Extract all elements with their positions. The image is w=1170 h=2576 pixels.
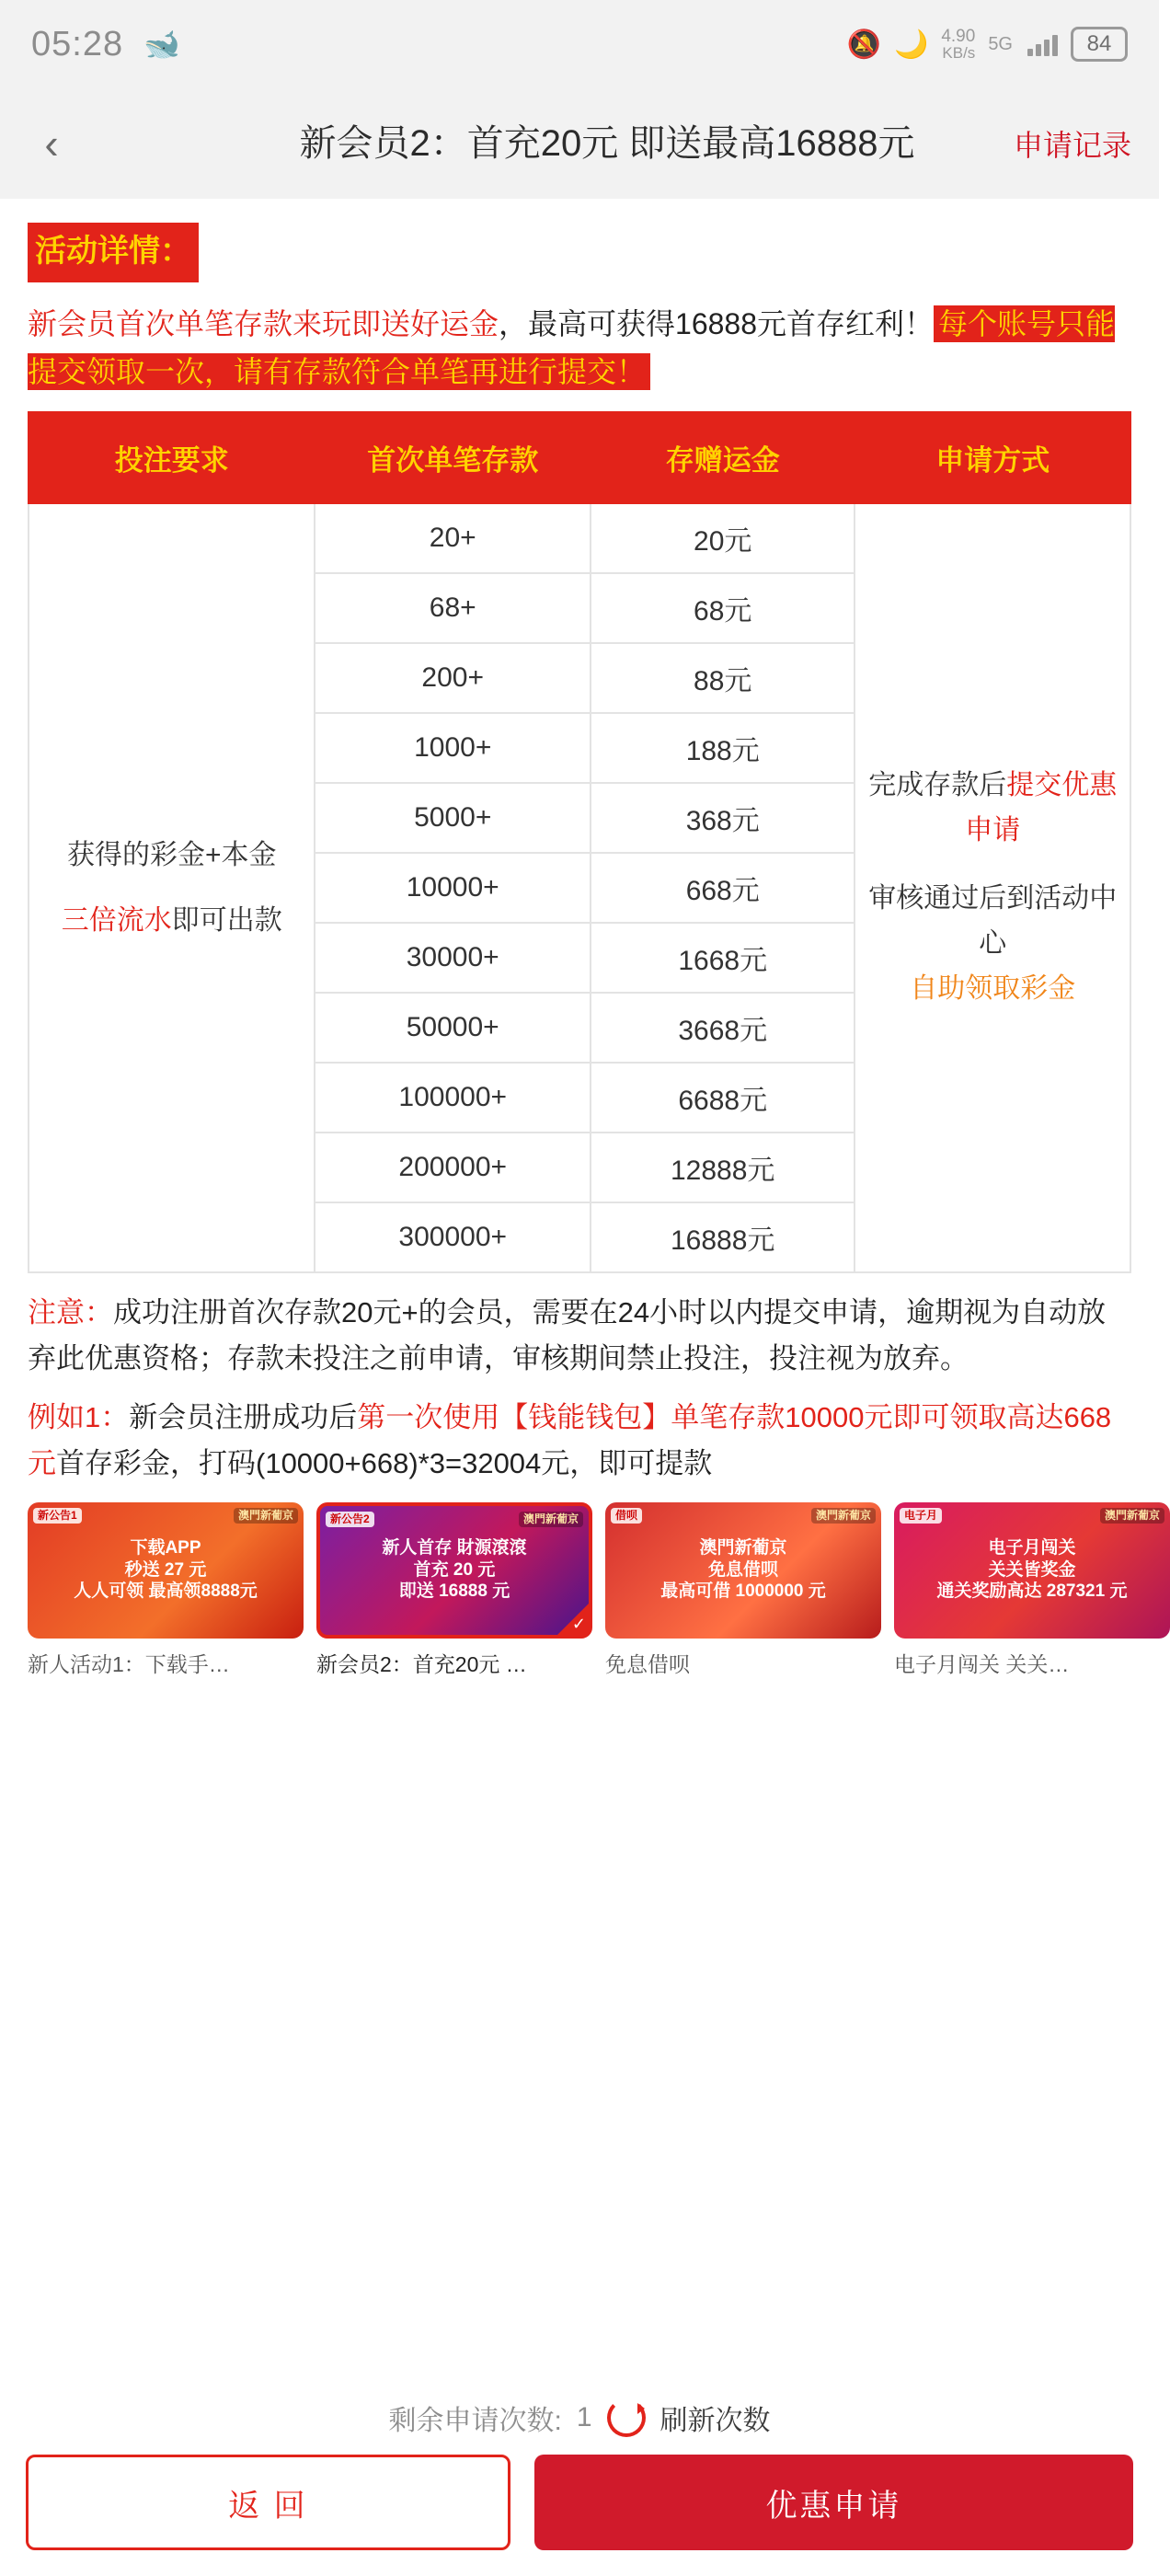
signal-bars-icon xyxy=(1027,32,1058,56)
banner-tag-left: 电子月 xyxy=(900,1508,942,1524)
requirement-line1: 获得的彩金+本金 xyxy=(66,839,277,870)
app-header xyxy=(0,88,1159,199)
bonus-cell: 20元 xyxy=(591,503,855,573)
status-right-icons xyxy=(847,27,1128,62)
deposit-cell: 5000+ xyxy=(315,783,591,853)
table-header-cell: 首次单笔存款 xyxy=(315,412,591,503)
list-item[interactable] xyxy=(894,1502,1170,1678)
requirement-line2-black: 即可出款 xyxy=(171,904,282,936)
apply-method-line2: 审核通过后到活动中心 xyxy=(868,883,1118,960)
network-type-label: 5G xyxy=(988,33,1013,54)
page-title: 新会员2：首充20元 即送最高16888元 xyxy=(299,123,915,164)
table-row xyxy=(29,503,1130,573)
apply-method-line3: 自助领取彩金 xyxy=(910,972,1076,1004)
banner-image-text: 电子月闯关 关关皆奖金 通关奖励高达 287321 元 xyxy=(936,1537,1128,1602)
banner-tag-right: 澳門新葡京 xyxy=(1100,1508,1164,1524)
bet-requirement-cell xyxy=(29,503,315,1272)
details-line1-red: 新会员首次单笔存款来玩即送好运金 xyxy=(28,307,499,341)
check-icon: ✓ xyxy=(571,1615,586,1634)
back-button[interactable]: 返 回 xyxy=(26,2455,510,2550)
deposit-cell: 200+ xyxy=(315,643,591,713)
banner-tag-right: 澳門新葡京 xyxy=(811,1508,876,1524)
deposit-cell: 1000+ xyxy=(315,713,591,783)
bonus-cell: 3668元 xyxy=(591,993,855,1063)
banner-caption: 新人活动1：下载手… xyxy=(28,1651,230,1676)
apply-promotion-button[interactable]: 优惠申请 xyxy=(534,2455,1133,2550)
promo-table xyxy=(28,411,1131,1273)
banner-tag-right: 澳門新葡京 xyxy=(234,1508,298,1524)
activity-details-title: 活动详情： xyxy=(28,223,199,282)
banner-image-text: 澳門新葡京 免息借呗 最高可借 1000000 元 xyxy=(660,1537,826,1602)
remaining-applications-row xyxy=(26,2377,1133,2455)
bonus-cell: 16888元 xyxy=(591,1202,855,1272)
list-item[interactable] xyxy=(605,1502,881,1678)
bonus-cell: 88元 xyxy=(591,643,855,713)
deposit-cell: 200000+ xyxy=(315,1133,591,1202)
activity-details-text xyxy=(28,301,1131,397)
example-text xyxy=(28,1395,1131,1487)
network-speed xyxy=(941,28,975,61)
chevron-left-icon[interactable]: ‹ xyxy=(44,120,59,167)
notice-body: 成功注册首次存款20元+的会员，需要在24小时以内提交申请，逾期视为自动放弃此优惠资格；存款未投注之前申请，审核期间禁止投注，投注视为放弃。 xyxy=(28,1295,1107,1374)
deposit-cell: 68+ xyxy=(315,573,591,643)
refresh-icon[interactable] xyxy=(607,2398,646,2437)
network-speed-value: 4.90 xyxy=(941,27,976,46)
banner-tag-left: 借呗 xyxy=(611,1508,642,1524)
deposit-cell: 50000+ xyxy=(315,993,591,1063)
deposit-cell: 10000+ xyxy=(315,853,591,923)
requirement-line2 xyxy=(33,900,310,941)
apply-method-line1-black: 完成存款后 xyxy=(868,770,1007,801)
banner-thumbnail[interactable] xyxy=(316,1502,592,1639)
notice-label: 注意： xyxy=(28,1295,113,1328)
remaining-label: 剩余申请次数: xyxy=(388,2406,562,2436)
notice-text xyxy=(28,1290,1131,1382)
promo-banner-list[interactable] xyxy=(28,1488,1160,1682)
bonus-cell: 668元 xyxy=(591,853,855,923)
deposit-cell: 300000+ xyxy=(315,1202,591,1272)
banner-caption: 免息借呗 xyxy=(605,1651,690,1676)
banner-thumbnail[interactable] xyxy=(894,1502,1170,1639)
requirement-line2-red: 三倍流水 xyxy=(61,904,172,936)
banner-tag-left: 新公告1 xyxy=(33,1508,82,1524)
example-black1: 新会员注册成功后 xyxy=(129,1401,358,1434)
battery-level: 84 xyxy=(1071,27,1128,62)
apply-method-line1 xyxy=(859,764,1126,853)
banner-caption: 电子月闯关 关关… xyxy=(894,1651,1070,1676)
table-header-cell: 存赠运金 xyxy=(591,412,855,503)
deposit-cell: 20+ xyxy=(315,503,591,573)
bonus-cell: 12888元 xyxy=(591,1133,855,1202)
example-label: 例如1： xyxy=(28,1401,130,1434)
deposit-cell: 30000+ xyxy=(315,923,591,993)
dolphin-icon: 🐋 xyxy=(143,28,180,61)
apply-method-cell xyxy=(855,503,1130,1272)
list-item[interactable] xyxy=(28,1502,304,1678)
footer-buttons xyxy=(26,2455,1133,2550)
bonus-cell: 68元 xyxy=(591,573,855,643)
banner-thumbnail[interactable] xyxy=(605,1502,881,1639)
promo-content xyxy=(0,199,1159,2377)
details-line1-highlight: 每个账号只能提交领取一次，请有存款符合单笔再进行提交！ xyxy=(28,307,1116,388)
bonus-cell: 188元 xyxy=(591,713,855,783)
banner-image-text: 新人首存 財源滾滾 首充 20 元 即送 16888 元 xyxy=(382,1537,527,1602)
bonus-cell: 6688元 xyxy=(591,1063,855,1133)
moon-icon: 🌙 xyxy=(893,29,929,60)
banner-caption: 新会员2：首充20元 … xyxy=(316,1651,527,1676)
apply-record-link[interactable]: 申请记录 xyxy=(1013,129,1131,162)
details-line1-black: ，最高可获得16888元首存红利！ xyxy=(499,307,935,341)
bell-mute-icon: 🔕 xyxy=(846,29,881,60)
list-item[interactable] xyxy=(316,1502,592,1678)
footer-bar xyxy=(0,2377,1159,2576)
example-red1: 第一次使用【钱能钱包】单笔存款10000元即可领取高达668元 xyxy=(28,1401,1112,1480)
activity-details xyxy=(28,223,1131,397)
apply-method-line1-red: 提交优惠申请 xyxy=(965,770,1118,845)
banner-image-text: 下载APP 秒送 27 元 人人可领 最高领8888元 xyxy=(74,1537,258,1602)
banner-tag-right: 澳門新葡京 xyxy=(519,1512,583,1527)
bonus-cell: 1668元 xyxy=(591,923,855,993)
refresh-label[interactable]: 刷新次数 xyxy=(660,2406,771,2436)
example-black2: 首存彩金，打码(10000+668)*3=32004元，即可提款 xyxy=(56,1447,713,1480)
network-speed-unit: KB/s xyxy=(942,44,976,62)
bonus-cell: 368元 xyxy=(591,783,855,853)
remaining-count: 1 xyxy=(576,2402,592,2432)
banner-tag-left: 新公告2 xyxy=(326,1512,374,1527)
status-bar xyxy=(0,0,1159,88)
deposit-cell: 100000+ xyxy=(315,1063,591,1133)
table-header-cell: 投注要求 xyxy=(29,412,315,503)
table-header-row xyxy=(29,412,1130,503)
status-time: 05:28 xyxy=(31,24,124,63)
banner-thumbnail[interactable] xyxy=(28,1502,304,1639)
table-header-cell: 申请方式 xyxy=(855,412,1130,503)
status-left-icons xyxy=(143,27,180,62)
